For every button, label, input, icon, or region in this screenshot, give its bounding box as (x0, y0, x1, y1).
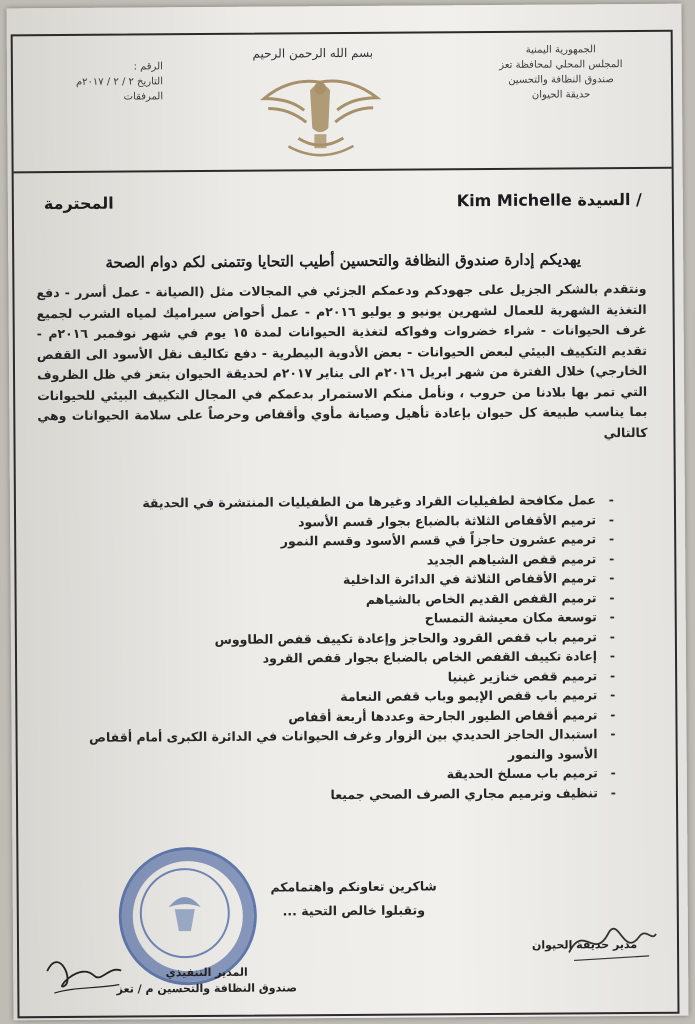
list-item: - ترميم الأقفاص الثلاثة بالضباع بجوار قسم الأسود (66, 510, 614, 533)
stamp-seal-icon (118, 847, 251, 980)
letterhead-right (491, 42, 631, 103)
list-item: - تنظيف وترميم مجاري الصرف الصحي جميعا (68, 783, 616, 806)
director-title: مدير حديقة الحيوان (531, 937, 638, 952)
letterhead-line: حديقة الحيوان (531, 89, 591, 101)
letter-frame (11, 30, 680, 1019)
executive-org: صندوق النظافة والتحسين م / تعز (116, 981, 298, 996)
letterhead-line: الجمهورية اليمنية (525, 44, 596, 56)
executive-block (109, 964, 304, 997)
yemen-eagle-emblem-icon (258, 68, 384, 165)
list-item: - ترميم عشرون حاجزاً في قسم الأسود وقسم النمور (66, 529, 614, 552)
executive-title: المدير التنفيذي (165, 965, 248, 980)
list-item: - ترميم قفص خنازير غينيا (67, 666, 615, 689)
bismillah: بسم الله الرحمن الرحيم (252, 45, 374, 61)
list-item: - ترميم الأقفاص الثلاثة في الدائرة الداخلية (66, 568, 614, 591)
list-item: - ترميم باب قفص القرود والحاجز وإعادة تكييف قفص الطاووس (67, 627, 615, 650)
items-list (66, 490, 616, 806)
list-item: - ترميم القفص القديم الخاص بالشياهم (67, 588, 615, 611)
list-item: - توسعة مكان معيشة التمساح (67, 607, 615, 630)
list-item: - ترميم باب مسلخ الحديقة (68, 763, 616, 786)
list-item: - إعادة تكييف القفص الخاص بالضباع بجوار قفص القرود (67, 646, 615, 669)
letter-sheet (6, 4, 688, 1021)
header-divider (14, 167, 672, 174)
letterhead-line: صندوق النظافة والتحسين (508, 74, 614, 86)
list-item: - ترميم باب قفص الإيمو وباب قفص النعامة (67, 685, 615, 708)
closing-regards: وتقبلوا خالص التحية ... (282, 902, 425, 919)
ref-number: الرقم : (133, 61, 163, 73)
intro-paragraph: ونتقدم بالشكر الجزيل على جهودكم ودعمكم الجزئي في المجالات مثل (الصيانة - عمل أسرر - دفع التغذية الشهرية للعمال لشهرين يونيو و يوليو ٢٠١٦م - عمل أحواض سيراميك لمياه الشرب لجميع غرف الحيوانات - شراء خضروات وفواكه لتغذية الحيوانات لمدة ١٥ يوم في شهر نوفمبر ٢٠١٦م - تقديم التكييف البيئي لبعض الحيوانات - بعض الأدوية البيطرية - دفع تكاليف نقل الأسود الى القفص الخارجي) خلال الفترة من شهر ابريل ٢٠١٦م الى يناير ٢٠١٧م لحديقة الحيوان بتعز في ظل الظروف التي تمر بها بلادنا من حروب ، ونأمل منكم الاستمرار بدعمكم في المجال التكييف البيئي للحيوانات بما يناسب طبيعة كل حيوان بإعادة تأهيل وصيانة مأوي وأقفاص وحرصاً على سلامة الحيوانات وهي كالتالي (36, 280, 648, 440)
attachments: المرفقات (123, 91, 164, 103)
addressee-honorific: المحترمة (43, 193, 114, 214)
closing-thanks: شاكرين تعاونكم واهتمامكم (270, 878, 437, 895)
list-item: - ترميم قفص الشياهم الجديد (66, 549, 614, 572)
list-item: - ترميم أقفاص الطيور الجارحة وعددها أربعة أقفاص (67, 705, 615, 728)
letterhead-line: المجلس المحلي لمحافظة تعز (499, 59, 623, 71)
greeting: يهديكم إدارة صندوق النظافة والتحسين أطيب التحايا وتتمنى لكم دوام الصحة (105, 250, 582, 272)
addressee-line (457, 190, 642, 210)
addressee (14, 190, 672, 225)
list-item: - استبدال الحاجز الحديدي بين الزوار وغرف الحيوانات في الدائرة الكبرى أمام أقفاص الأسود والنمور (68, 724, 616, 767)
addressee-name: Kim Michelle (456, 190, 572, 211)
date: التاريخ ٢ / ٢ / ٢٠١٧م (75, 76, 164, 88)
letterhead-left (43, 59, 163, 105)
list-item: - عمل مكافحة لطفيليات القراد وغيرها من الطفيليات المنتشرة في الحديقة (66, 490, 614, 513)
addressee-title: السيدة / (577, 189, 642, 210)
